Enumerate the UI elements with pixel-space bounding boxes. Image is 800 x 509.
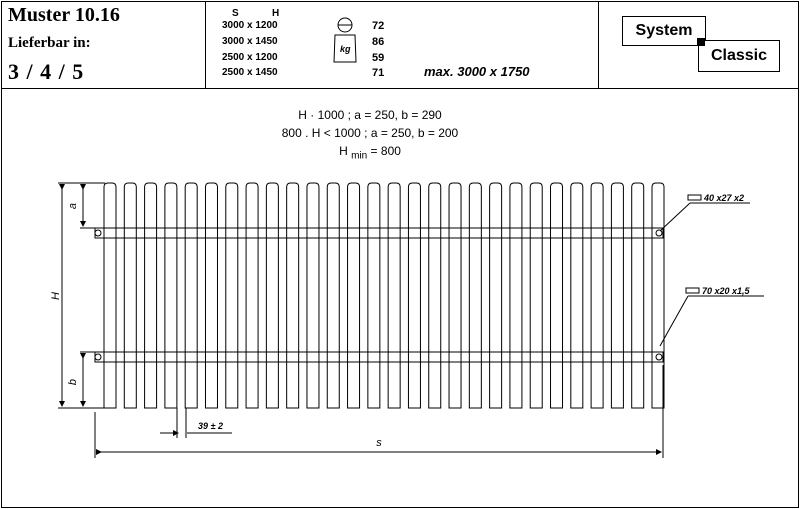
picket — [490, 183, 502, 408]
picket — [388, 183, 400, 408]
picket — [510, 183, 522, 408]
label-gap: 39 ± 2 — [198, 421, 223, 431]
dimension-b — [67, 352, 98, 404]
col-header-h: H — [272, 8, 280, 19]
picket — [449, 183, 461, 408]
weight-icon — [334, 18, 356, 62]
picket — [611, 183, 623, 408]
picket — [348, 183, 360, 408]
picket — [266, 183, 278, 408]
callout-top-profile — [660, 193, 750, 231]
picket — [226, 183, 238, 408]
system-type: Classic — [698, 40, 780, 72]
dimension-h — [50, 183, 105, 408]
note-line-2: 800 . H < 1000 ; a = 250, b = 200 — [281, 126, 459, 140]
picket — [145, 183, 157, 408]
system-label: System — [622, 16, 706, 46]
dimension-gap — [160, 408, 232, 438]
picket — [307, 183, 319, 408]
spec-row-weight: 71 — [372, 67, 385, 79]
max-size: max. 3000 x 1750 — [424, 64, 530, 79]
pattern-title: Muster 10.16 — [8, 4, 120, 26]
picket — [368, 183, 380, 408]
picket — [287, 183, 299, 408]
picket — [185, 183, 197, 408]
picket — [327, 183, 339, 408]
picket — [246, 183, 258, 408]
label-s: s — [376, 437, 382, 449]
picket — [530, 183, 542, 408]
spec-row-dims: 3000 x 1450 — [222, 36, 278, 47]
picket — [652, 183, 664, 408]
label-a: a — [67, 202, 79, 210]
picket — [205, 183, 217, 408]
picket — [429, 183, 441, 408]
spec-row-weight: 86 — [372, 36, 385, 48]
note-line-1: H · 1000 ; a = 250, b = 290 — [298, 108, 442, 122]
dimension-a — [67, 187, 98, 228]
label-h: H — [50, 292, 62, 300]
spec-row-dims: 2500 x 1200 — [222, 52, 278, 63]
label-rail-profile: 70 x20 x1,5 — [702, 286, 750, 296]
col-header-s: S — [232, 8, 239, 19]
spec-row-weight: 59 — [372, 52, 385, 64]
weight-unit: kg — [340, 44, 351, 54]
picket — [165, 183, 177, 408]
picket — [571, 183, 583, 408]
picket — [632, 183, 644, 408]
label-top-profile: 40 x27 x2 — [704, 193, 745, 203]
note-h-min-value: = 800 — [370, 144, 401, 158]
available-sizes: 3 / 4 / 5 — [8, 59, 85, 84]
callout-rail-profile — [660, 286, 764, 346]
picket — [591, 183, 603, 408]
picket-group — [104, 183, 664, 408]
picket — [104, 183, 116, 408]
spec-row-dims: 3000 x 1200 — [222, 20, 278, 31]
spec-row-weight: 72 — [372, 20, 385, 32]
picket — [124, 183, 136, 408]
note-h-symbol: H — [339, 144, 348, 158]
spec-row-dims: 2500 x 1450 — [222, 67, 278, 78]
picket — [551, 183, 563, 408]
picket — [408, 183, 420, 408]
label-b: b — [67, 378, 79, 386]
availability-label: Lieferbar in: — [8, 35, 91, 51]
picket — [469, 183, 481, 408]
note-min-subscript: min — [351, 150, 368, 162]
